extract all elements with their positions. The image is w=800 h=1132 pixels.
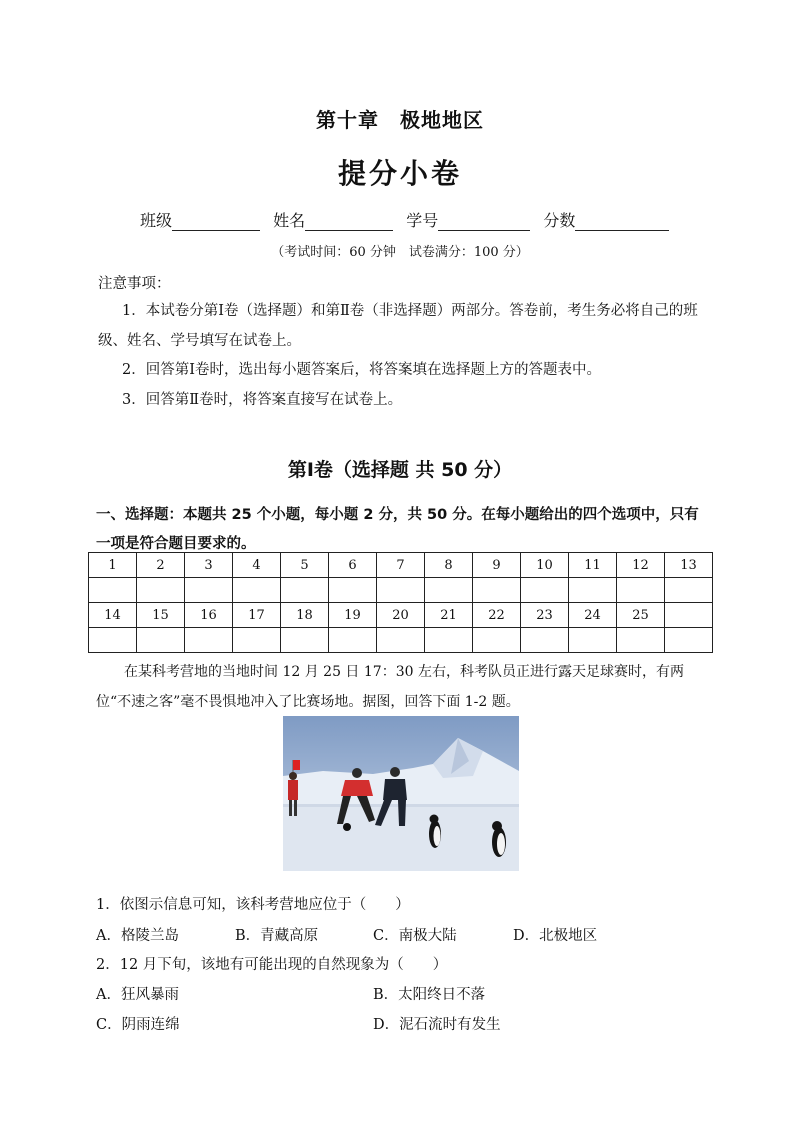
answer-cell[interactable] [521,628,569,653]
grid-num-cell: 12 [617,553,665,578]
answer-cell[interactable] [185,578,233,603]
note-item-1: 1．本试卷分第Ⅰ卷（选择题）和第Ⅱ卷（非选择题）两部分。答卷前，考生务必将自己的班级、姓名、学号填写在试卷上。 [98,303,698,349]
grid-num-cell: 8 [425,553,473,578]
antarctic-football-photo [283,716,519,871]
answer-cell[interactable] [617,628,665,653]
grid-num-cell: 17 [233,603,281,628]
answer-cell[interactable] [665,628,713,653]
grid-num-cell: 6 [329,553,377,578]
exam-meta: （考试时间：60 分钟 试卷满分：100 分） [271,245,529,260]
class-field[interactable] [140,208,260,231]
grid-num-cell: 25 [617,603,665,628]
grid-num-cell: 16 [185,603,233,628]
q2-option-b[interactable]: B．太阳终日不落 [373,987,486,1003]
answer-cell[interactable] [569,578,617,603]
grid-num-cell: 9 [473,553,521,578]
name-field[interactable] [273,208,393,231]
answer-grid [88,552,713,653]
answer-cell[interactable] [473,628,521,653]
grid-num-cell [665,603,713,628]
class-label: 班级 [140,211,173,230]
answer-cell[interactable] [185,628,233,653]
id-field[interactable] [406,208,530,231]
grid-num-cell: 24 [569,603,617,628]
section-title: 第Ⅰ卷（选择题 共 50 分） [287,459,513,481]
grid-num-cell: 10 [521,553,569,578]
q2-option-d[interactable]: D．泥石流时有发生 [373,1017,501,1033]
class-blank[interactable] [172,214,260,231]
grid-num-cell: 18 [281,603,329,628]
answer-cell[interactable] [425,628,473,653]
grid-num-cell: 21 [425,603,473,628]
answer-cell[interactable] [569,628,617,653]
answer-cell[interactable] [281,628,329,653]
grid-num-cell: 15 [137,603,185,628]
grid-num-cell: 13 [665,553,713,578]
question-2-stem: 2．12 月下旬，该地有可能出现的自然现象为（ ） [96,957,448,973]
answer-cell[interactable] [377,578,425,603]
note-item-2: 2．回答第Ⅰ卷时，选出每小题答案后，将答案填在选择题上方的答题表中。 [122,362,601,378]
answer-cell[interactable] [329,628,377,653]
answer-grid-number-row [89,553,713,578]
id-blank[interactable] [438,214,530,231]
q2-option-c[interactable]: C．阴雨连绵 [96,1017,180,1033]
notes-heading: 注意事项： [98,276,171,292]
answer-cell[interactable] [89,578,137,603]
score-blank[interactable] [575,214,669,231]
name-blank[interactable] [305,214,393,231]
q1-option-d[interactable]: D．北极地区 [513,928,598,944]
section-instruction: 一、选择题：本题共 25 个小题，每小题 2 分，共 50 分。在每小题给出的四个选项中，只有一项是符合题目要求的。 [96,507,699,552]
id-label: 学号 [406,211,439,230]
answer-cell[interactable] [329,578,377,603]
grid-num-cell: 11 [569,553,617,578]
grid-num-cell: 7 [377,553,425,578]
answer-cell[interactable] [617,578,665,603]
answer-grid-answer-row [89,578,713,603]
answer-cell[interactable] [281,578,329,603]
answer-grid-answer-row [89,628,713,653]
answer-cell[interactable] [137,628,185,653]
answer-cell[interactable] [473,578,521,603]
grid-num-cell: 23 [521,603,569,628]
score-label: 分数 [543,211,576,230]
q2-option-a[interactable]: A．狂风暴雨 [96,987,179,1003]
name-label: 姓名 [273,211,306,230]
grid-num-cell: 1 [89,553,137,578]
answer-cell[interactable] [521,578,569,603]
answer-grid-number-row [89,603,713,628]
grid-num-cell: 19 [329,603,377,628]
answer-cell[interactable] [137,578,185,603]
grid-num-cell: 14 [89,603,137,628]
page-title: 提分小卷 [337,157,462,190]
answer-cell[interactable] [377,628,425,653]
q1-option-b[interactable]: B．青藏高原 [235,928,319,944]
grid-num-cell: 22 [473,603,521,628]
answer-cell[interactable] [425,578,473,603]
grid-num-cell: 3 [185,553,233,578]
chapter-title: 第十章 极地地区 [316,108,484,132]
q1-option-c[interactable]: C．南极大陆 [373,928,457,944]
answer-cell[interactable] [89,628,137,653]
grid-num-cell: 5 [281,553,329,578]
student-info-row [140,208,677,231]
note-item-3: 3．回答第Ⅱ卷时，将答案直接写在试卷上。 [122,392,403,408]
answer-cell[interactable] [233,578,281,603]
reading-passage: 在某科考营地的当地时间 12 月 25 日 17：30 左右，科考队员正进行露天足球赛时，有两位“不速之客”毫不畏惧地冲入了比赛场地。据图，回答下面 1-2 题。 [96,664,684,710]
grid-num-cell: 2 [137,553,185,578]
answer-cell[interactable] [665,578,713,603]
grid-num-cell: 4 [233,553,281,578]
grid-num-cell: 20 [377,603,425,628]
question-1-stem: 1．依图示信息可知，该科考营地应位于（ ） [96,897,410,913]
answer-cell[interactable] [233,628,281,653]
q1-option-a[interactable]: A．格陵兰岛 [96,928,179,944]
score-field[interactable] [543,208,669,231]
